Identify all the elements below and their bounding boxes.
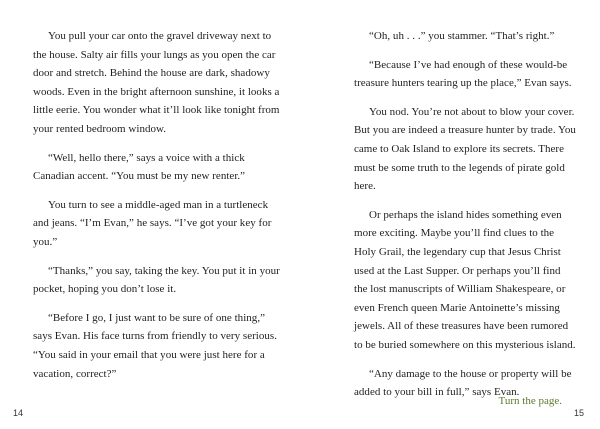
paragraph: Or perhaps the island hides something even more exciting. Maybe you’ll find clues to the Holy Grail, the legendary cup that Jesus Christ used at the Last Supper. Or perhaps you’ll find the lost manuscripts of William Shakespeare, or even French queen Marie Antoinette’s missing jewels. All of these treasures have been rumored to be buried somewhere on this mysterious island. <box>354 208 576 351</box>
paragraph: “Because I’ve had enough of these would-be treasure hunters tearing up the place,” Evan says. <box>354 58 572 90</box>
paragraph: “Any damage to the house or property will be added to your bill in full,” says Evan. <box>354 367 572 399</box>
right-page-text <box>354 27 576 412</box>
right-page <box>300 0 600 429</box>
turn-the-page-link[interactable]: Turn the page. <box>498 395 562 407</box>
page-number-right: 15 <box>573 408 584 418</box>
left-page-text <box>33 27 283 393</box>
paragraph: You nod. You’re not about to blow your cover. But you are indeed a treasure hunter by trade. You came to Oak Island to explore its secrets. There must be some truth to the legends of pirate gold here. <box>354 105 576 193</box>
paragraph: “Thanks,” you say, taking the key. You put it in your pocket, hoping you don’t lose it. <box>33 264 280 296</box>
paragraph: You turn to see a middle-aged man in a turtleneck and jeans. “I’m Evan,” he says. “I’ve got your key for you.” <box>33 198 272 248</box>
paragraph: “Well, hello there,” says a voice with a thick Canadian accent. “You must be my new renter.” <box>33 151 246 183</box>
paragraph: “Oh, uh . . .” you stammer. “That’s right.” <box>369 30 555 42</box>
paragraph: You pull your car onto the gravel driveway next to the house. Salty air fills your lungs as you open the car door and stretch. Behind the house are dark, shadowy woods. Even in the bright afternoon sunshine, it looks a little eerie. You wonder what it’ll look like tonight from your rented bedroom window. <box>33 30 280 135</box>
page-number-left: 14 <box>13 408 24 418</box>
paragraph: “Before I go, I just want to be sure of one thing,” says Evan. His face turns from friendly to very serious. “You said in your email that you were just here for a vacation, correct?” <box>33 311 277 380</box>
